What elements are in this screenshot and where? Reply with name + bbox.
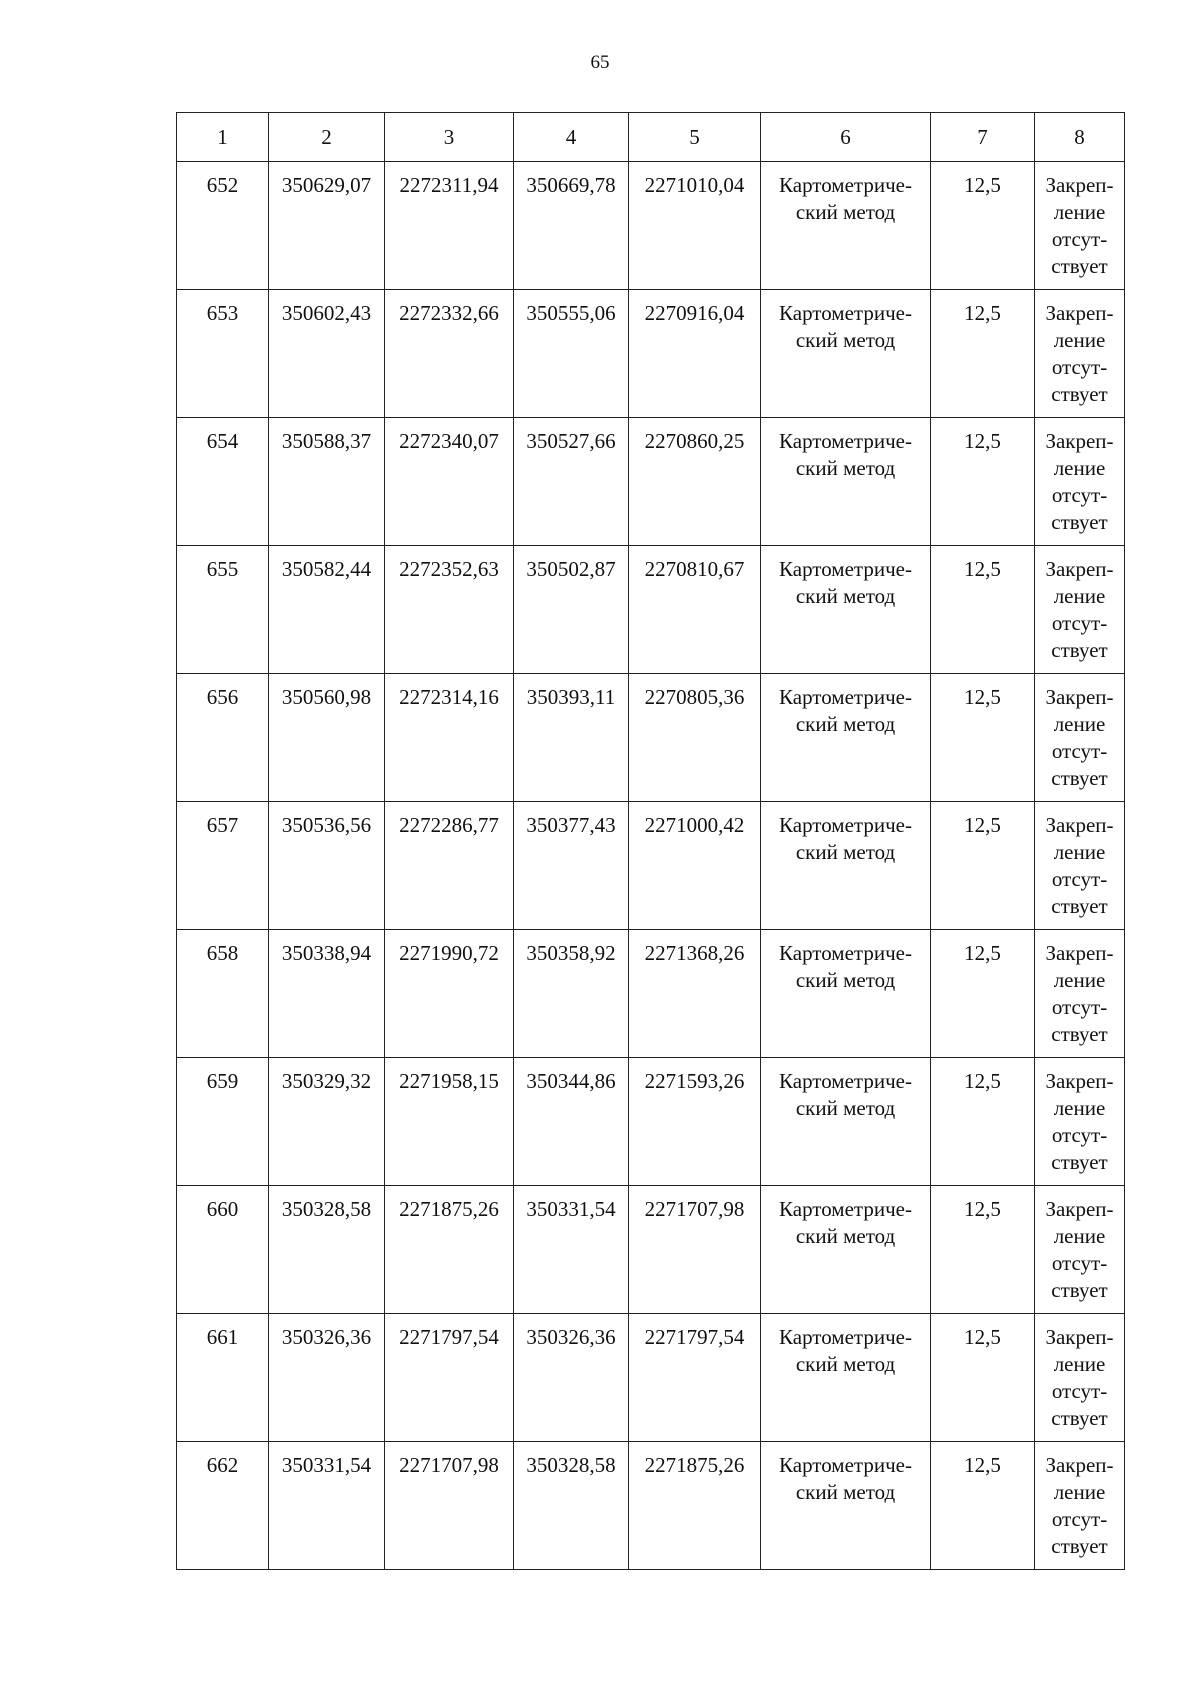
method-cell: Картометриче- ский метод xyxy=(761,802,931,930)
accuracy-cell: 12,5 xyxy=(931,162,1035,290)
fixation-cell: Закреп- ление отсут- ствует xyxy=(1035,1442,1125,1570)
coordinate-cell: 2271593,26 xyxy=(629,1058,761,1186)
coordinate-cell: 350527,66 xyxy=(514,418,629,546)
point-number-cell: 652 xyxy=(177,162,269,290)
coordinate-cell: 2271368,26 xyxy=(629,930,761,1058)
table-row xyxy=(177,1186,1125,1314)
coordinate-cell: 350536,56 xyxy=(269,802,385,930)
table-row xyxy=(177,162,1125,290)
coordinate-cell: 350326,36 xyxy=(269,1314,385,1442)
coordinate-cell: 2272352,63 xyxy=(385,546,514,674)
accuracy-cell: 12,5 xyxy=(931,418,1035,546)
point-number-cell: 662 xyxy=(177,1442,269,1570)
coordinate-cell: 350555,06 xyxy=(514,290,629,418)
fixation-cell: Закреп- ление отсут- ствует xyxy=(1035,162,1125,290)
point-number-cell: 656 xyxy=(177,674,269,802)
point-number-cell: 654 xyxy=(177,418,269,546)
coordinate-cell: 350629,07 xyxy=(269,162,385,290)
coordinate-cell: 350344,86 xyxy=(514,1058,629,1186)
column-header: 2 xyxy=(269,113,385,162)
column-header: 8 xyxy=(1035,113,1125,162)
coordinate-cell: 2270860,25 xyxy=(629,418,761,546)
header-row xyxy=(177,113,1125,162)
coordinate-cell: 350669,78 xyxy=(514,162,629,290)
coordinate-cell: 2271010,04 xyxy=(629,162,761,290)
table-row xyxy=(177,674,1125,802)
column-header: 6 xyxy=(761,113,931,162)
table-row xyxy=(177,1314,1125,1442)
coordinate-cell: 350377,43 xyxy=(514,802,629,930)
fixation-cell: Закреп- ление отсут- ствует xyxy=(1035,546,1125,674)
coordinate-cell: 2270805,36 xyxy=(629,674,761,802)
method-cell: Картометриче- ский метод xyxy=(761,1186,931,1314)
method-cell: Картометриче- ский метод xyxy=(761,1314,931,1442)
coordinate-cell: 2270916,04 xyxy=(629,290,761,418)
coordinate-cell: 2271000,42 xyxy=(629,802,761,930)
point-number-cell: 657 xyxy=(177,802,269,930)
method-cell: Картометриче- ский метод xyxy=(761,290,931,418)
coordinate-cell: 350582,44 xyxy=(269,546,385,674)
coordinate-cell: 350328,58 xyxy=(514,1442,629,1570)
coordinate-cell: 2272332,66 xyxy=(385,290,514,418)
accuracy-cell: 12,5 xyxy=(931,802,1035,930)
coordinate-cell: 2271707,98 xyxy=(385,1442,514,1570)
method-cell: Картометриче- ский метод xyxy=(761,674,931,802)
table-row xyxy=(177,930,1125,1058)
table-row xyxy=(177,802,1125,930)
table-row xyxy=(177,1442,1125,1570)
coordinate-cell: 350331,54 xyxy=(269,1442,385,1570)
method-cell: Картометриче- ский метод xyxy=(761,546,931,674)
coordinate-cell: 350358,92 xyxy=(514,930,629,1058)
column-header: 1 xyxy=(177,113,269,162)
column-header: 5 xyxy=(629,113,761,162)
fixation-cell: Закреп- ление отсут- ствует xyxy=(1035,674,1125,802)
column-header: 4 xyxy=(514,113,629,162)
coordinate-cell: 2272314,16 xyxy=(385,674,514,802)
column-header: 3 xyxy=(385,113,514,162)
fixation-cell: Закреп- ление отсут- ствует xyxy=(1035,290,1125,418)
accuracy-cell: 12,5 xyxy=(931,674,1035,802)
coordinate-cell: 2272286,77 xyxy=(385,802,514,930)
point-number-cell: 661 xyxy=(177,1314,269,1442)
table-row xyxy=(177,1058,1125,1186)
coordinate-cell: 350602,43 xyxy=(269,290,385,418)
point-number-cell: 653 xyxy=(177,290,269,418)
accuracy-cell: 12,5 xyxy=(931,1314,1035,1442)
table-row xyxy=(177,290,1125,418)
coordinate-cell: 2271875,26 xyxy=(385,1186,514,1314)
accuracy-cell: 12,5 xyxy=(931,1058,1035,1186)
coordinate-cell: 350560,98 xyxy=(269,674,385,802)
column-header: 7 xyxy=(931,113,1035,162)
point-number-cell: 655 xyxy=(177,546,269,674)
page-number: 65 xyxy=(590,52,610,73)
accuracy-cell: 12,5 xyxy=(931,930,1035,1058)
coordinates-table xyxy=(176,112,1125,1570)
coordinate-cell: 2272340,07 xyxy=(385,418,514,546)
method-cell: Картометриче- ский метод xyxy=(761,1058,931,1186)
coordinate-cell: 350338,94 xyxy=(269,930,385,1058)
method-cell: Картометриче- ский метод xyxy=(761,162,931,290)
fixation-cell: Закреп- ление отсут- ствует xyxy=(1035,418,1125,546)
fixation-cell: Закреп- ление отсут- ствует xyxy=(1035,1314,1125,1442)
coordinate-cell: 2271990,72 xyxy=(385,930,514,1058)
coordinate-cell: 2271958,15 xyxy=(385,1058,514,1186)
method-cell: Картометриче- ский метод xyxy=(761,1442,931,1570)
coordinate-cell: 350331,54 xyxy=(514,1186,629,1314)
coordinate-cell: 350326,36 xyxy=(514,1314,629,1442)
coordinate-cell: 350393,11 xyxy=(514,674,629,802)
accuracy-cell: 12,5 xyxy=(931,290,1035,418)
accuracy-cell: 12,5 xyxy=(931,1186,1035,1314)
coordinate-cell: 350329,32 xyxy=(269,1058,385,1186)
coordinate-cell: 2271707,98 xyxy=(629,1186,761,1314)
coordinate-cell: 2272311,94 xyxy=(385,162,514,290)
coordinate-cell: 350328,58 xyxy=(269,1186,385,1314)
point-number-cell: 660 xyxy=(177,1186,269,1314)
fixation-cell: Закреп- ление отсут- ствует xyxy=(1035,930,1125,1058)
accuracy-cell: 12,5 xyxy=(931,546,1035,674)
coordinate-cell: 2271875,26 xyxy=(629,1442,761,1570)
method-cell: Картометриче- ский метод xyxy=(761,930,931,1058)
table-row xyxy=(177,418,1125,546)
point-number-cell: 659 xyxy=(177,1058,269,1186)
coordinate-cell: 2271797,54 xyxy=(629,1314,761,1442)
method-cell: Картометриче- ский метод xyxy=(761,418,931,546)
fixation-cell: Закреп- ление отсут- ствует xyxy=(1035,1186,1125,1314)
accuracy-cell: 12,5 xyxy=(931,1442,1035,1570)
fixation-cell: Закреп- ление отсут- ствует xyxy=(1035,1058,1125,1186)
coordinate-cell: 2271797,54 xyxy=(385,1314,514,1442)
point-number-cell: 658 xyxy=(177,930,269,1058)
table-row xyxy=(177,546,1125,674)
fixation-cell: Закреп- ление отсут- ствует xyxy=(1035,802,1125,930)
coordinate-cell: 350588,37 xyxy=(269,418,385,546)
coordinate-cell: 350502,87 xyxy=(514,546,629,674)
coordinate-cell: 2270810,67 xyxy=(629,546,761,674)
